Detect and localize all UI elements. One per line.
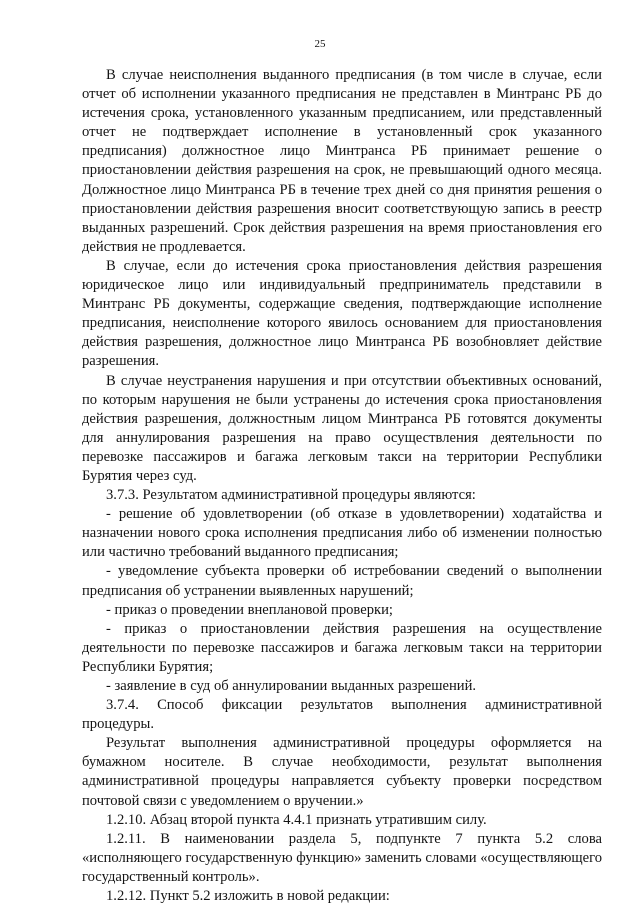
- paragraph-annulment: В случае неустранения нарушения и при отсутствии объективных оснований, по которым нарушения не были устранены до истечения срока приостановления действия разрешения, должностным лицом Минтранса РБ готовятся документы для аннулирования разрешения на право осуществления деятельности по перевозке пассажиров и багажа легковым такси на территории Республики Бурятия через суд.: [82, 372, 602, 484]
- list-item-suspension-order: - приказ о приостановлении действия разрешения на осуществление деятельности по перевозке пассажиров и багажа легковым такси на территории Республики Бурятия;: [82, 620, 602, 675]
- list-item-court-application: - заявление в суд об аннулировании выданных разрешений.: [106, 678, 477, 694]
- paragraph-suspension: В случае неисполнения выданного предписания (в том числе в случае, если отчет об исполнении указанного предписания не представлен в Минтранс РБ до истечения срока, установленного указанным предписанием, или представленный отчет не подтверждает исполнение в установленный срок указанного предписания) должностное лицо Минтранса РБ принимает решение о приостановлении действия разрешения на срок, не превышающий одного месяца. Должностное лицо Минтранса РБ в течение трех дней со дня принятия решения о приостановлении действия разрешения вносит соответствующую запись в реестр выданных разрешений. Срок действия разрешения на время приостановления его действия не продлевается.: [82, 67, 602, 255]
- clause-1-2-11: 1.2.11. В наименовании раздела 5, подпункте 7 пункта 5.2 слова «исполняющего государственную функцию» заменить словами «осуществляющего государственный контроль».: [82, 830, 602, 885]
- section-3-7-4-heading: 3.7.4. Способ фиксации результатов выполнения административной процедуры.: [82, 697, 602, 733]
- section-3-7-3-heading: 3.7.3. Результатом административной процедуры являются:: [106, 487, 476, 504]
- list-item-inspection-order: - приказ о проведении внеплановой проверки;: [106, 601, 393, 618]
- clause-1-2-10: 1.2.10. Абзац второй пункта 4.4.1 признать утратившим силу.: [106, 811, 487, 828]
- page-body: [82, 66, 602, 906]
- list-item-decision: - решение об удовлетворении (об отказе в удовлетворении) ходатайства и назначении нового срока исполнения предписания либо об изменении полностью или частично требований выданного предписания;: [82, 506, 602, 561]
- paragraph-resumption: В случае, если до истечения срока приостановления действия разрешения юридическое лицо или индивидуальный предприниматель представили в Минтранс РБ документы, содержащие сведения, подтверждающие исполнение предписания, неисполнение которого явилось основанием для приостановления действия разрешения, должностное лицо Минтранса РБ возобновляет действие разрешения.: [82, 257, 602, 370]
- clause-1-2-12: 1.2.12. Пункт 5.2 изложить в новой редакции:: [106, 888, 390, 905]
- page-number: 25: [314, 38, 326, 50]
- list-item-notification: - уведомление субъекта проверки об истребовании сведений о выполнении предписания об устранении выявленных нарушений;: [82, 563, 602, 599]
- paragraph-result-recording: Результат выполнения административной процедуры оформляется на бумажном носителе. В случае необходимости, результат выполнения административной процедуры направляется субъекту проверки посредством почтовой связи с уведомлением о вручении.»: [82, 735, 602, 809]
